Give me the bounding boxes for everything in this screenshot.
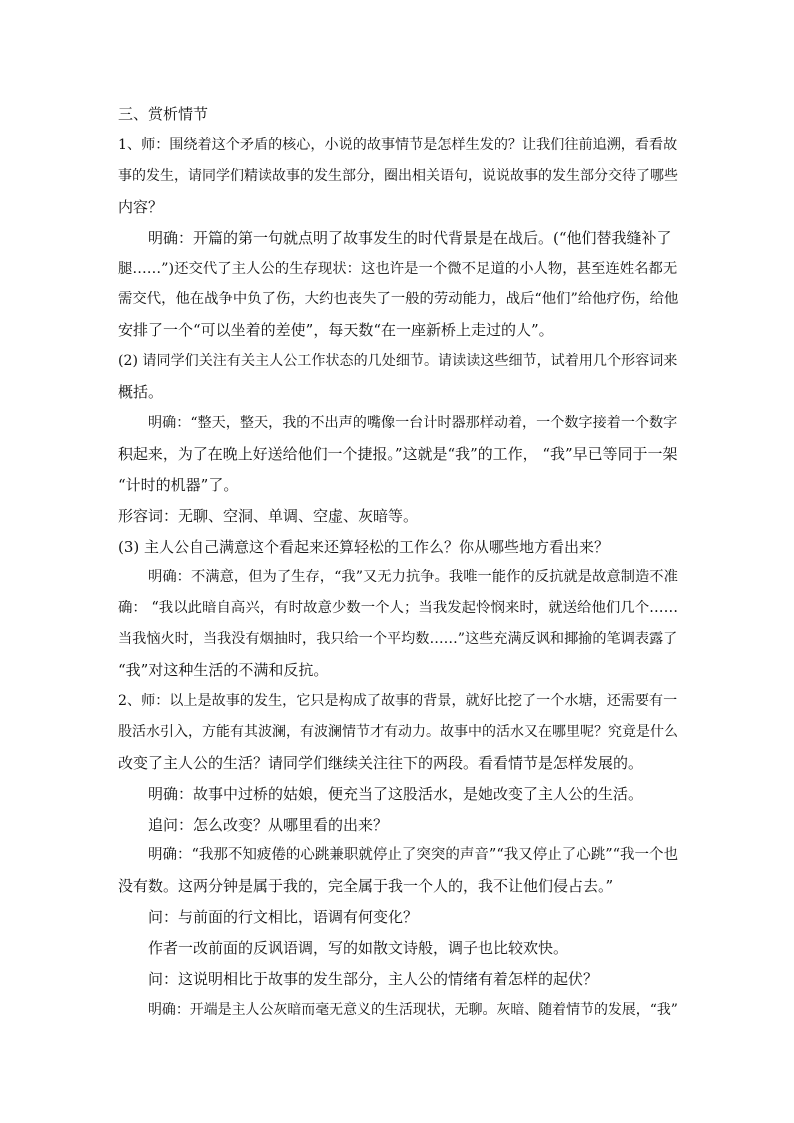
text-line: 问：与前面的行文相比，语调有何变化？ [148,908,419,927]
text-line: 股活水引入，方能有其波澜，有波澜情节才有动力。故事中的活水又在哪里呢？究竟是什么 [118,723,678,740]
text-line: “计时的机器”了。 [118,475,239,494]
text-line: (3) 主人公自己满意这个看起来还算轻松的工作么？你从哪些地方看出来？ [118,537,610,556]
text-line: 安排了一个“可以坐着的差使”，每天数“在一座新桥上走过的人”。 [118,321,554,340]
text-line: 确： “我以此暗自高兴，有时故意少数一个人；当我发起怜悯来时，就送给他们几个…… [118,600,678,617]
text-line: “我”对这种生活的不满和反抗。 [118,661,329,680]
text-line: 积起来，为了在晚上好送给他们一个捷报。”这就是“我”的工作， “我”早已等同于一架 [118,444,678,463]
text-line: 概括。 [118,383,164,402]
text-line: 明确：故事中过桥的姑娘，便充当了这股活水，是她改变了主人公的生活。 [148,784,644,803]
text-line: 需交代，他在战争中负了伤，大约也丧失了一般的劳动能力，战后“他们”给他疗伤，给他 [118,291,679,308]
section-heading: 三、赏析情节 [118,105,209,123]
text-line: 1、师：围绕着这个矛盾的核心，小说的故事情节是怎样生发的？让我们往前追溯，看看故 [118,137,678,153]
text-line: (2) 请同学们关注有关主人公工作状态的几处细节。请读读这些细节，试着用几个形容词来 [118,353,678,370]
text-line: 事的发生，请同学们精读故事的发生部分，圈出相关语句，说说故事的发生部分交待了哪些 [118,167,678,184]
text-line: 明确：开篇的第一句就点明了故事发生的时代背景是在战后。(“他们替我缝补了 [148,228,672,247]
text-line: 明确：开端是主人公灰暗而毫无意义的生活现状，无聊。灰暗、随着情节的发展，“我” [148,1001,678,1018]
text-line: 2、师：以上是故事的发生，它只是构成了故事的背景，就好比挖了一个水塘，还需要有一 [118,693,678,710]
text-line: 问：这说明相比于故事的发生部分，主人公的情绪有着怎样的起伏？ [148,970,599,989]
text-line: 腿……”)还交代了主人公的生存现状：这也许是一个微不足道的小人物，甚至连姓名都无 [118,260,678,277]
text-line: 当我恼火时，当我没有烟抽时，我只给一个平均数……”这些充满反讽和揶揄的笔调表露了 [118,631,678,648]
text-line: 明确：不满意，但为了生存，“我”又无力抗争。我唯一能作的反抗就是故意制造不准 [148,569,678,586]
text-line: 没有数。这两分钟是属于我的，完全属于我一个人的，我不让他们侵占去。” [118,877,614,896]
document-body [118,98,678,1026]
text-line: 明确：“整天，整天，我的不出声的嘴像一台计时器那样动着，一个数字接着一个数字 [148,415,678,432]
text-line: 形容词：无聊、空洞、单调、空虚、灰暗等。 [118,506,419,525]
text-line: 作者一改前面的反讽语调，写的如散文诗般，调子也比较欢快。 [148,939,569,958]
text-line: 追问：怎么改变？从哪里看的出来？ [148,815,389,834]
text-line: 内容？ [118,197,164,216]
text-line: 明确：“我那不知疲倦的心跳兼职就停止了突突的声音”“我又停止了心跳”“我一个也 [148,847,679,864]
text-line: 改变了主人公的生活？请同学们继续关注往下的两段。看看情节是怎样发展的。 [118,753,644,772]
